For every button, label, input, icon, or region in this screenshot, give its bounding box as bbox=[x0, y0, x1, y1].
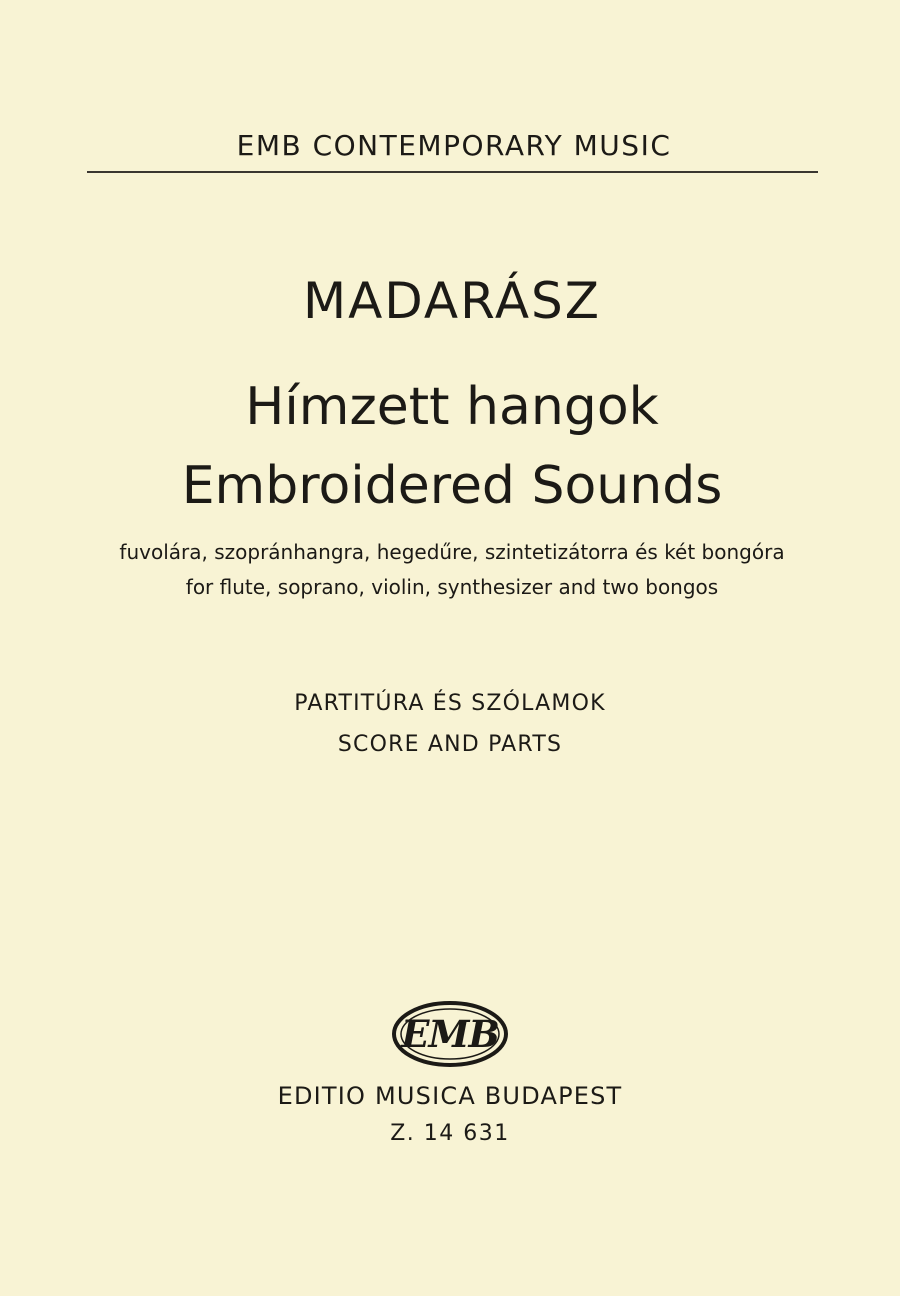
instrumentation-hungarian: fuvolára, szopránhangra, hegedűre, szintetizátorra és két bongóra bbox=[119, 540, 785, 564]
series-title: EMB CONTEMPORARY MUSIC bbox=[236, 129, 672, 162]
emb-logo bbox=[390, 1000, 510, 1068]
edition-type-hungarian: PARTITÚRA ÉS SZÓLAMOK bbox=[294, 691, 606, 716]
instrumentation-english: for flute, soprano, violin, synthesizer and two bongos bbox=[185, 575, 719, 599]
logo-text: EMB bbox=[401, 1012, 499, 1056]
edition-type-english: SCORE AND PARTS bbox=[337, 732, 563, 757]
title-english: Embroidered Sounds bbox=[181, 456, 723, 516]
header-divider bbox=[87, 171, 818, 173]
publisher-name: EDITIO MUSICA BUDAPEST bbox=[277, 1082, 623, 1110]
composer-name: MADARÁSZ bbox=[302, 272, 602, 330]
catalog-number: Z. 14 631 bbox=[390, 1121, 510, 1146]
title-hungarian: Hímzett hangok bbox=[245, 377, 659, 437]
